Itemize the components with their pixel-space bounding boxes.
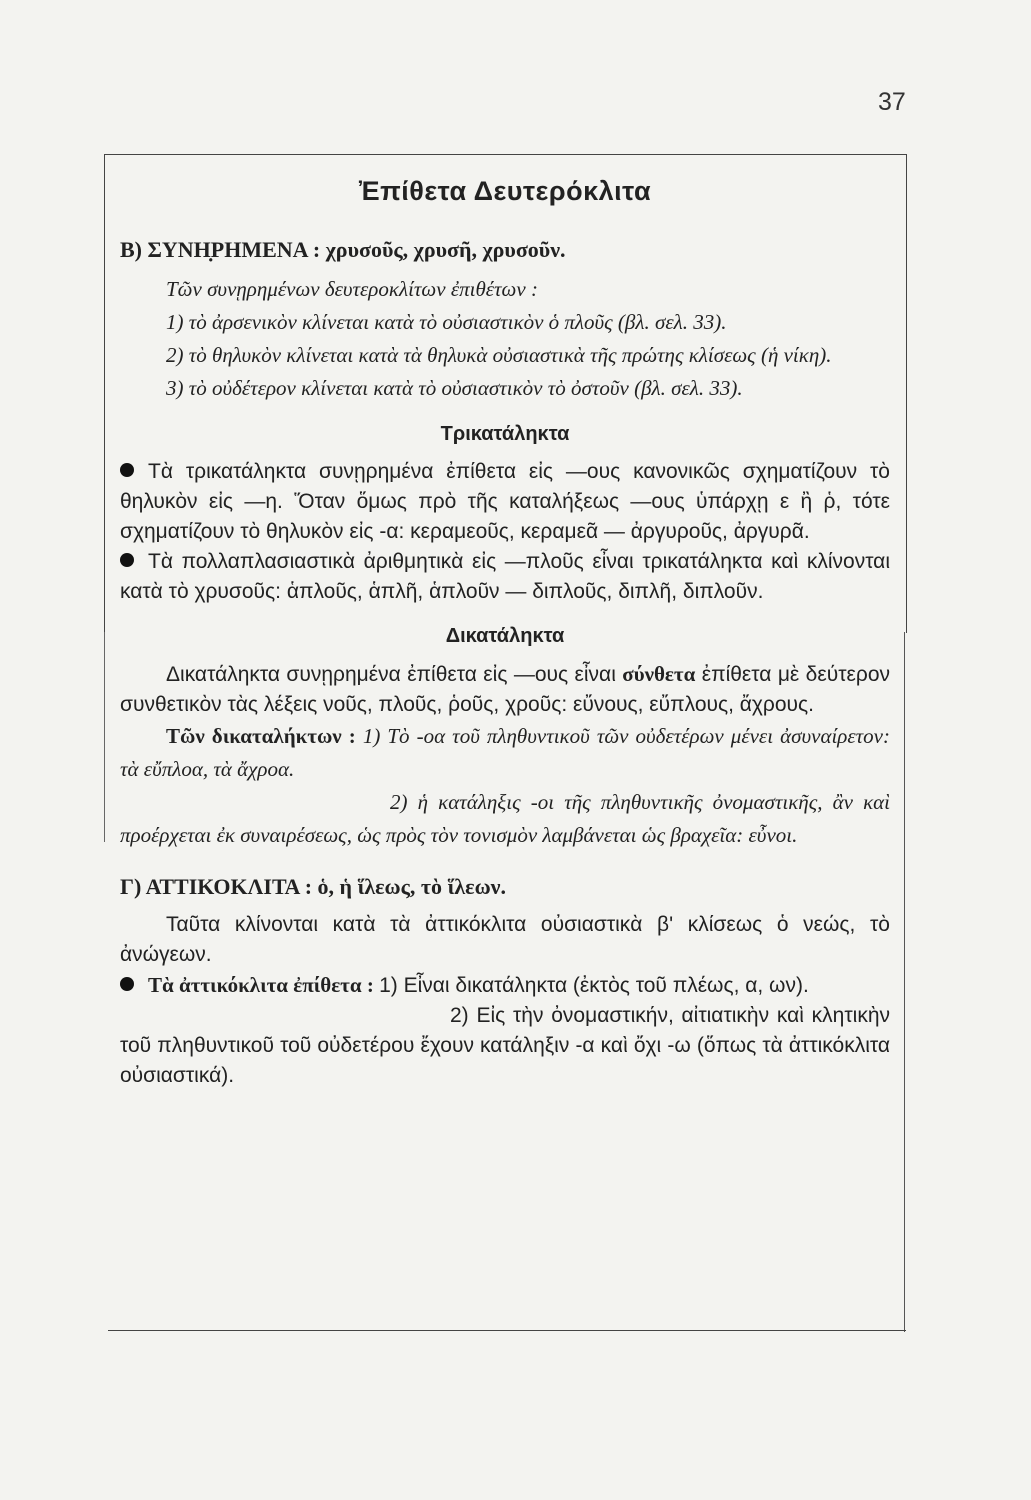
dikatalikta-p1-start: Δικατάληκτα συνῃρημένα ἐπίθετα εἰς —ους εἶναι (166, 663, 623, 686)
section-b-rule-1: 1) τὸ ἀρσενικὸν κλίνεται κατὰ τὸ οὐσιαστικὸν ὁ πλοῦς (βλ. σελ. 33). (166, 310, 727, 334)
section-b-heading: Β) ΣΥΝΗ̣ΡΗΜΕΝΑ : χρυσοῦς, χρυσῆ, χρυσοῦν. (120, 237, 566, 262)
box-frame-right (904, 632, 905, 1332)
box-frame-left (104, 632, 105, 842)
dikatalikta-paragraph-2 (120, 720, 890, 786)
dikatalikta-p1-end: ἐπίθετα μὲ δεύτερον συνθετικὸν τὰς λέξεις νοῦς, πλοῦς, ῥοῦς, χροῦς: εὔνους, εὔπλους, ἄχρους. (120, 663, 890, 716)
section-g-paragraph-1: Ταῦτα κλίνονται κατὰ τὰ ἀττικόκλιτα οὐσιαστικὰ β' κλίσεως ὁ νεώς, τὸ ἀνώγεων. (120, 913, 890, 966)
section-g-paragraph-2: 2) Εἰς τὴν ὀνομαστικήν, αἰτιατικὴν καὶ κλητικὴν τοῦ πληθυντικοῦ τοῦ οὐδετέρου ἔχουν κατάληξιν -α καὶ ὄχι -ω (ὅπως τὰ ἀττικόκλιτα οὐσιαστικά). (120, 1004, 890, 1087)
trikatalikta-bullet-1 (120, 457, 890, 547)
page-title: Ἐπίθετα Δευτερόκλιτα (358, 176, 652, 206)
page-number: 37 (878, 88, 906, 116)
section-b-rule-3: 3) τὸ οὐδέτερον κλίνεται κατὰ τὸ οὐσιαστικὸν τὸ ὀστοῦν (βλ. σελ. 33). (166, 376, 743, 400)
section-g-bullet-bold: Τὰ ἀττικόκλιτα ἐπίθετα : (148, 973, 380, 997)
trikatalikta-heading: Τρικατάληκτα (440, 423, 570, 445)
dikatalikta-paragraph-1 (120, 659, 890, 720)
section-g-bullet-text: 1) Εἶναι δικατάληκτα (ἐκτὸς τοῦ πλέως, α, ων). (379, 974, 809, 997)
section-g-heading: Γ) ΑΤΤΙΚΟΚΛΙΤΑ : ὁ, ἡ ἵλεως, τὸ ἵλεων. (120, 874, 506, 899)
box-frame-bottom (108, 1330, 906, 1331)
spacer (120, 852, 890, 870)
dikatalikta-paragraph-3: 2) ἡ κατάληξις -οι τῆς πληθυντικῆς ὀνομαστικῆς, ἂν καὶ προέρχεται ἐκ συναιρέσεως, ὡς πρὸς τὸν τονισμὸν λαμβάνεται ὡς βραχεῖα: εὖνοι. (120, 790, 890, 847)
dikatalikta-p1-bold: σύνθετα (622, 662, 696, 686)
dikatalikta-heading: Δικατάληκτα (445, 625, 565, 647)
bullet-icon (120, 463, 134, 477)
section-g-bullet (120, 970, 890, 1001)
dikatalikta-p2-bold: Τῶν δικαταλήκτων : (166, 724, 363, 748)
trikatalikta-bullet-2-text: Τὰ πολλαπλασιαστικὰ ἀριθμητικὰ εἰς —πλοῦς εἶναι τρικατάληκτα καὶ κλίνονται κατὰ τὸ χρυσοῦς: ἁπλοῦς, ἁπλῆ, ἁπλοῦν — διπλοῦς, διπλῆ, διπλοῦν. (120, 550, 890, 603)
section-b-intro: Τῶν συνῃρημένων δευτεροκλίτων ἐπιθέτων : (166, 277, 538, 301)
section-b-rule-2: 2) τὸ θηλυκὸν κλίνεται κατὰ τὰ θηλυκὰ οὐσιαστικὰ τῆς πρώτης κλίσεως (ἡ νίκη). (166, 343, 832, 367)
bullet-icon (120, 553, 134, 567)
trikatalikta-bullet-1-text: Τὰ τρικατάληκτα συνῃρημένα ἐπίθετα εἰς —ους κανονικῶς σχηματίζουν τὸ θηλυκὸν εἰς —η. Ὅταν ὅμως πρὸ τῆς καταλήξεως —ους ὑπάρχῃ ε ἢ ῥ, τότε σχηματίζουν τὸ θηλυκὸν εἰς -α: κεραμεοῦς, κεραμεᾶ — ἀργυροῦς, ἀργυρᾶ. (120, 460, 890, 543)
page-content (120, 176, 890, 1091)
dikatalikta-p2-italic: 1) Τὸ -οα τοῦ πληθυντικοῦ τῶν οὐδετέρων μένει ἀσυναίρετον: τὰ εὔπλοα, τὰ ἄχροα. (120, 724, 890, 781)
bullet-icon (120, 977, 134, 991)
trikatalikta-bullet-2 (120, 547, 890, 607)
